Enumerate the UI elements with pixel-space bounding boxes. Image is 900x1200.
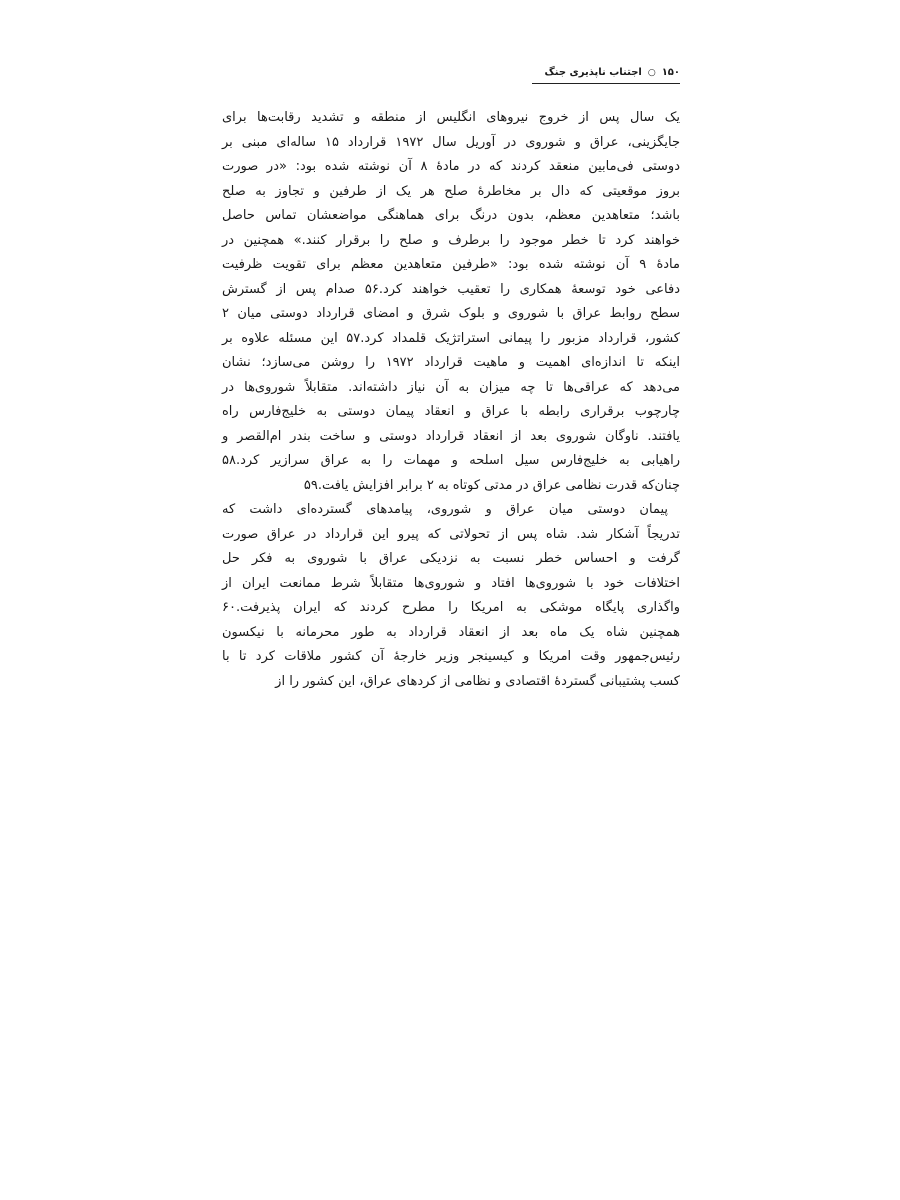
text-line: باشد؛ متعاهدین معظم، بدون درنگ برای هماهنگی مواضعشان تماس حاصل [222,208,680,223]
text-line: واگذاری پایگاه موشکی به امریکا را مطرح کردند که ایران پذیرفت.۶۰ [222,600,680,615]
text-line: یک سال پس از خروج نیروهای انگلیس از منطقه و تشدید رقابت‌ها برای [222,110,680,125]
text-line: بروز موقعیتی که دال بر مخاطرهٔ صلح هر یک از طرفین و تجاوز به صلح [222,183,680,199]
text-line: چنان‌که قدرت نظامی عراق در مدتی کوتاه به ۲ برابر افزایش یافت.۵۹ [303,477,680,493]
paragraph-1 [222,106,680,498]
text-line: چارچوب برقراری رابطه با عراق و انعقاد پیمان دوستی به خلیج‌فارس راه [222,404,680,419]
book-title: اجتناب ناپذیری جنگ [544,67,642,78]
text-line: گرفت و احساس خطر نسبت به نزدیکی عراق با شوروی به فکر حل [222,551,680,566]
text-line: همچنین شاه یک ماه بعد از انعقاد قرارداد به طور محرمانه با نیکسون [222,624,680,640]
text-line: اختلافات خود با شوروی‌ها افتاد و شوروی‌ها متقابلاً شرط ممانعت ایران از [222,575,680,591]
running-head [532,66,680,84]
separator-circle-icon: ○ [647,68,656,78]
book-page [222,66,680,694]
text-line: دفاعی خود توسعهٔ همکاری را تعقیب خواهند کرد.۵۶ صدام پس از گسترش [222,281,681,297]
text-line: کشور، قرارداد مزبور را پیمانی استراتژیک قلمداد کرد.۵۷ این مسئله علاوه بر [222,330,680,346]
text-line: دوستی فی‌مابین منعقد کردند که در مادهٔ ۸ آن نوشته شده بود: «در صورت [222,159,680,174]
text-line: اینکه تا اندازه‌ای اهمیت و ماهیت قرارداد ۱۹۷۲ را روشن می‌سازد؛ نشان [222,355,680,370]
text-line: مادهٔ ۹ آن نوشته شده بود: «طرفین متعاهدین معظم برای تقویت ظرفیت [222,257,680,272]
text-line: یافتند. ناوگان شوروی بعد از انعقاد قرارداد دوستی و ساخت بندر ام‌القصر و [222,428,680,444]
text-line: پیمان دوستی میان عراق و شوروی، پیامدهای گسترده‌ای داشت که [222,502,668,517]
text-line: تدریجاً آشکار شد. شاه پس از تحولاتی که پیرو این قرارداد در عراق صورت [222,526,680,542]
text-line: رئیس‌جمهور وقت امریکا و کیسینجر وزیر خارجهٔ آن کشور ملاقات کرد تا با [222,649,680,664]
text-line: می‌دهد که عراقی‌ها تا چه میزان به آن نیاز داشته‌اند. متقابلاً شوروی‌ها در [222,379,680,395]
text-line: خواهند کرد تا خطر موجود را برطرف و صلح را برقرار کنند.» همچنین در [222,232,680,248]
text-line: کسب پشتیبانی گستردهٔ اقتصادی و نظامی از کردهای عراق، این کشور را از [275,673,680,689]
body-text [222,106,680,694]
text-line: سطح روابط عراق با شوروی و بلوک شرق و امضای قرارداد دوستی میان ۲ [222,306,680,321]
text-line: راهیابی به خلیج‌فارس سیل اسلحه و مهمات را به عراق سرازیر کرد.۵۸ [222,453,680,468]
paragraph-2 [222,498,680,694]
text-line: جایگزینی، عراق و شوروی در آوریل سال ۱۹۷۲ قرارداد ۱۵ ساله‌ای مبنی بر [222,134,680,150]
page-number: ۱۵۰ [661,67,680,78]
